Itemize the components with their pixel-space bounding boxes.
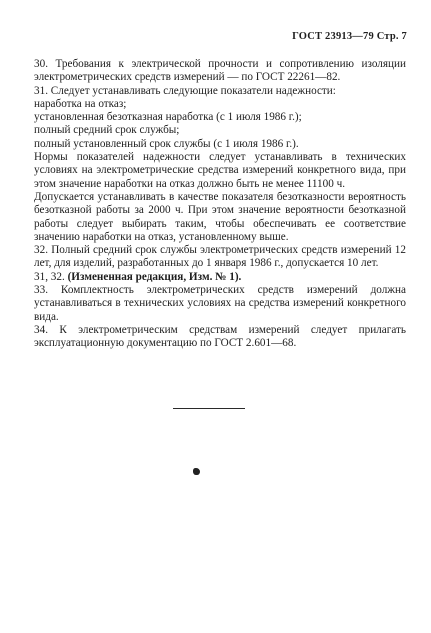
- paragraph-reliability-norms: Нормы показателей надежности следует устанавливать в технических условиях на электрометрические средства измерений конкретного вида, при этом значение наработки на отказ должно быть не менее 11100 ч.: [34, 151, 406, 190]
- list-item-failure-free: установленная безотказная наработка (с 1 июля 1986 г.);: [34, 111, 302, 124]
- end-rule: [173, 408, 245, 409]
- list-item-set-service-life: полный установленный срок службы (с 1 июля 1986 г.).: [34, 137, 299, 150]
- document-body: [34, 58, 406, 351]
- paragraph-probability: Допускается устанавливать в качестве показателя безотказности вероятность безотказной работы за 2000 ч. При этом значение вероятности безотказной работы следует выбирать таким, чтобы обеспечивать ее соответствие значению наработки на отказ, установленному выше.: [34, 190, 406, 243]
- page-header: ГОСТ 23913—79 Стр. 7: [292, 31, 407, 42]
- paragraph-30: 30. Требования к электрической прочности и сопротивлению изоляции электрометрических средств измерений — по ГОСТ 22261—82.: [34, 58, 406, 84]
- paragraph-33: 33. Комплектность электрометрических средств измерений должна устанавливаться в технических условиях на средства измерений конкретного вида.: [34, 284, 406, 323]
- list-item-mtbf: наработка на отказ;: [34, 97, 127, 110]
- paragraph-32: 32. Полный средний срок службы электрометрических средств измерений 12 лет, для изделий, разработанных до 1 января 1986 г., допускается 10 лет.: [34, 244, 406, 270]
- paragraph-31: 31. Следует устанавливать следующие показатели надежности:: [34, 84, 336, 97]
- amendment-bold: (Измененная редакция, Изм. № 1).: [67, 270, 242, 283]
- amendment-prefix: 31, 32.: [34, 270, 65, 283]
- amendment-note: [34, 271, 406, 284]
- ink-mark: [193, 468, 200, 475]
- list-item-avg-service-life: полный средний срок службы;: [34, 124, 180, 137]
- paragraph-34: 34. К электрометрическим средствам измерений следует прилагать эксплуатационную документацию по ГОСТ 2.601—68.: [34, 323, 406, 350]
